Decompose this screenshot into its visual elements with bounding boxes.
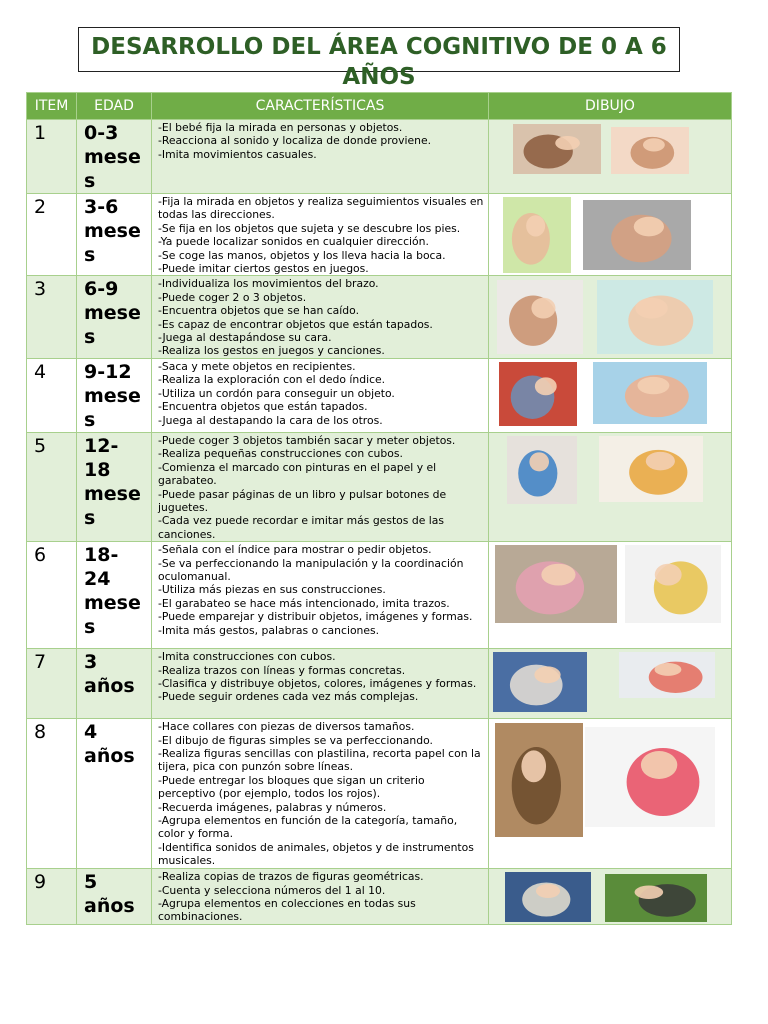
item-number: 9	[27, 869, 77, 925]
drawing-cell	[489, 358, 732, 432]
table-row	[27, 432, 732, 541]
document-title-box	[78, 27, 680, 90]
drawing-cell	[489, 194, 732, 276]
characteristic-line: -Puede coger 2 o 3 objetos.	[158, 290, 307, 304]
document-title: DESARROLLO DEL ÁREA COGNITIVO DE 0 A 6 AÑOS	[91, 34, 667, 90]
characteristics-cell	[152, 194, 489, 276]
item-number: 7	[27, 649, 77, 719]
child-activity-photo	[497, 280, 583, 354]
characteristic-line: -El dibujo de figuras simples se va perfeccionando.	[158, 733, 433, 747]
child-activity-photo	[583, 200, 691, 270]
characteristics-cell	[152, 276, 489, 358]
child-activity-photo	[507, 436, 577, 504]
header-dibujo: DIBUJO	[489, 93, 732, 120]
drawing-cell	[489, 719, 732, 869]
characteristic-line: -Juega al destapándose su cara.	[158, 331, 332, 345]
age-range	[77, 649, 152, 719]
characteristics-cell	[152, 120, 489, 194]
drawing-cell	[489, 542, 732, 649]
age-range-line: s	[84, 244, 96, 266]
age-range-line: s	[84, 408, 96, 431]
child-activity-photo	[505, 872, 591, 922]
child-activity-photo	[625, 545, 721, 623]
characteristic-line: -Puede coger 3 objetos también sacar y meter objetos.	[158, 433, 456, 447]
characteristic-line: -Reacciona al sonido y localiza de donde proviene.	[158, 134, 432, 148]
drawing-cell	[489, 649, 732, 719]
age-range-line: mese	[84, 146, 141, 168]
age-range-line: 0-3	[84, 122, 119, 144]
characteristic-line: -Encuentra objetos que se han caído.	[158, 304, 360, 318]
age-range-line: 18-	[84, 544, 119, 567]
age-range-line: mese	[84, 592, 141, 615]
age-range-line: mese	[84, 220, 141, 242]
characteristic-line: -El garabateo se hace más intencionado, imita trazos.	[158, 596, 450, 610]
age-range-line: 6-9	[84, 278, 119, 301]
child-activity-photo	[503, 197, 571, 273]
characteristic-line: -Juega al destapando la cara de los otros.	[158, 413, 383, 427]
characteristic-line: -Imita construcciones con cubos.	[158, 650, 336, 664]
age-range-line: 4	[84, 721, 98, 744]
table-row	[27, 719, 732, 869]
age-range-line: s	[84, 616, 96, 639]
characteristic-line: -Puede emparejar y distribuir objetos, imágenes y formas.	[158, 610, 473, 624]
table-row	[27, 276, 732, 358]
characteristic-line: -Ya puede localizar sonidos en cualquier dirección.	[158, 235, 429, 249]
table-header-row	[27, 93, 732, 120]
table-row	[27, 194, 732, 276]
table-row	[27, 649, 732, 719]
table-row	[27, 358, 732, 432]
characteristic-line: -Puede imitar ciertos gestos en juegos.	[158, 262, 369, 276]
characteristic-line: -Recuerda imágenes, palabras y números.	[158, 800, 387, 814]
table-row	[27, 869, 732, 925]
age-range	[77, 358, 152, 432]
characteristic-line: -Clasifica y distribuye objetos, colores, imágenes y formas.	[158, 676, 477, 690]
header-edad: EDAD	[77, 93, 152, 120]
age-range	[77, 432, 152, 541]
characteristic-line: -Realiza figuras sencillas con plastilina, recorta papel con la tijera, pica con punzón sobre líneas.	[158, 746, 481, 774]
characteristic-line: -Utiliza un cordón para conseguir un objeto.	[158, 386, 395, 400]
characteristic-line: -Agrupa elementos en función de la categoría, tamaño, color y forma.	[158, 813, 458, 841]
development-table	[26, 92, 732, 925]
child-activity-photo	[585, 727, 715, 827]
item-number: 8	[27, 719, 77, 869]
age-range-line: 9-12	[84, 360, 132, 383]
item-number: 5	[27, 432, 77, 541]
age-range	[77, 120, 152, 194]
item-number: 4	[27, 358, 77, 432]
child-activity-photo	[611, 127, 689, 174]
item-number: 6	[27, 542, 77, 649]
characteristic-line: -Comienza el marcado con pinturas en el papel y el garabateo.	[158, 460, 437, 488]
drawing-cell	[489, 120, 732, 194]
characteristic-line: -Es capaz de encontrar objetos que están tapados.	[158, 317, 433, 331]
age-range-line: mese	[84, 302, 141, 325]
table-row	[27, 542, 732, 649]
characteristic-line: -Agrupa elementos en colecciones en todas sus combinaciones.	[158, 896, 416, 924]
age-range-line: años	[84, 675, 135, 698]
child-activity-photo	[499, 362, 577, 426]
characteristic-line: -Cada vez puede recordar e imitar más gestos de las canciones.	[158, 514, 445, 541]
child-activity-photo	[495, 545, 617, 623]
header-item: ITEM	[27, 93, 77, 120]
characteristic-line: -Realiza los gestos en juegos y canciones.	[158, 344, 385, 358]
characteristics-cell	[152, 869, 489, 925]
age-range-line: s	[84, 170, 96, 192]
characteristic-line: -El bebé fija la mirada en personas y objetos.	[158, 121, 403, 134]
characteristic-line: -Realiza trazos con líneas y formas concretas.	[158, 663, 406, 677]
characteristic-line: -Realiza pequeñas construcciones con cubos.	[158, 447, 403, 461]
drawing-cell	[489, 276, 732, 358]
age-range-line: s	[84, 326, 96, 349]
characteristic-line: -Imita más gestos, palabras o canciones.	[158, 623, 380, 637]
characteristics-cell	[152, 358, 489, 432]
characteristic-line: -Realiza la exploración con el dedo índice.	[158, 373, 386, 387]
child-activity-photo	[493, 652, 587, 712]
child-activity-photo	[619, 652, 715, 698]
characteristic-line: -Fija la mirada en objetos y realiza seguimientos visuales en todas las direcciones.	[158, 195, 484, 222]
age-range-line: años	[84, 895, 135, 918]
child-activity-photo	[593, 362, 707, 424]
child-activity-photo	[605, 874, 707, 922]
characteristic-line: -Realiza copias de trazos de figuras geométricas.	[158, 870, 424, 884]
age-range	[77, 194, 152, 276]
age-range-line: 3	[84, 651, 98, 674]
characteristics-cell	[152, 719, 489, 869]
age-range-line: s	[84, 506, 96, 529]
characteristic-line: -Saca y mete objetos en recipientes.	[158, 359, 356, 373]
characteristic-line: -Señala con el índice para mostrar o pedir objetos.	[158, 543, 432, 557]
age-range-line: 3-6	[84, 196, 119, 218]
age-range	[77, 542, 152, 649]
drawing-cell	[489, 432, 732, 541]
item-number: 3	[27, 276, 77, 358]
characteristic-line: -Individualiza los movimientos del brazo.	[158, 277, 379, 291]
characteristic-line: -Puede pasar páginas de un libro y pulsar botones de juguetes.	[158, 487, 447, 514]
characteristic-line: -Se va perfeccionando la manipulación y la coordinación oculomanual.	[158, 556, 464, 583]
child-activity-photo	[597, 280, 713, 354]
characteristic-line: -Se fija en los objetos que sujeta y se descubre los pies.	[158, 221, 461, 235]
characteristic-line: -Cuenta y selecciona números del 1 al 10.	[158, 883, 386, 897]
age-range-line: 18	[84, 458, 111, 481]
age-range-line: 12-	[84, 434, 119, 457]
header-caracteristicas: CARACTERÍSTICAS	[152, 93, 489, 120]
characteristic-line: -Se coge las manos, objetos y los lleva hacia la boca.	[158, 248, 446, 262]
item-number: 2	[27, 194, 77, 276]
age-range	[77, 276, 152, 358]
characteristics-cell	[152, 542, 489, 649]
characteristic-line: -Puede seguir ordenes cada vez más complejas.	[158, 690, 419, 704]
drawing-cell	[489, 869, 732, 925]
item-number: 1	[27, 120, 77, 194]
characteristics-cell	[152, 649, 489, 719]
characteristic-line: -Imita movimientos casuales.	[158, 147, 317, 161]
characteristic-line: -Utiliza más piezas en sus construcciones.	[158, 583, 386, 597]
age-range-line: 5	[84, 871, 98, 894]
characteristic-line: -Encuentra objetos que están tapados.	[158, 400, 368, 414]
age-range	[77, 719, 152, 869]
child-activity-photo	[495, 723, 583, 837]
age-range-line: mese	[84, 384, 141, 407]
characteristic-line: -Identifica sonidos de animales, objetos y de instrumentos musicales.	[158, 840, 474, 868]
age-range-line: 24	[84, 568, 111, 591]
characteristics-cell	[152, 432, 489, 541]
table-row	[27, 120, 732, 194]
characteristic-line: -Puede entregar los bloques que sigan un criterio perceptivo (por ejemplo, todos los rojos).	[158, 773, 425, 801]
age-range-line: mese	[84, 482, 141, 505]
age-range-line: años	[84, 745, 135, 768]
child-activity-photo	[513, 124, 601, 174]
age-range	[77, 869, 152, 925]
characteristic-line: -Hace collares con piezas de diversos tamaños.	[158, 720, 415, 734]
child-activity-photo	[599, 436, 703, 502]
